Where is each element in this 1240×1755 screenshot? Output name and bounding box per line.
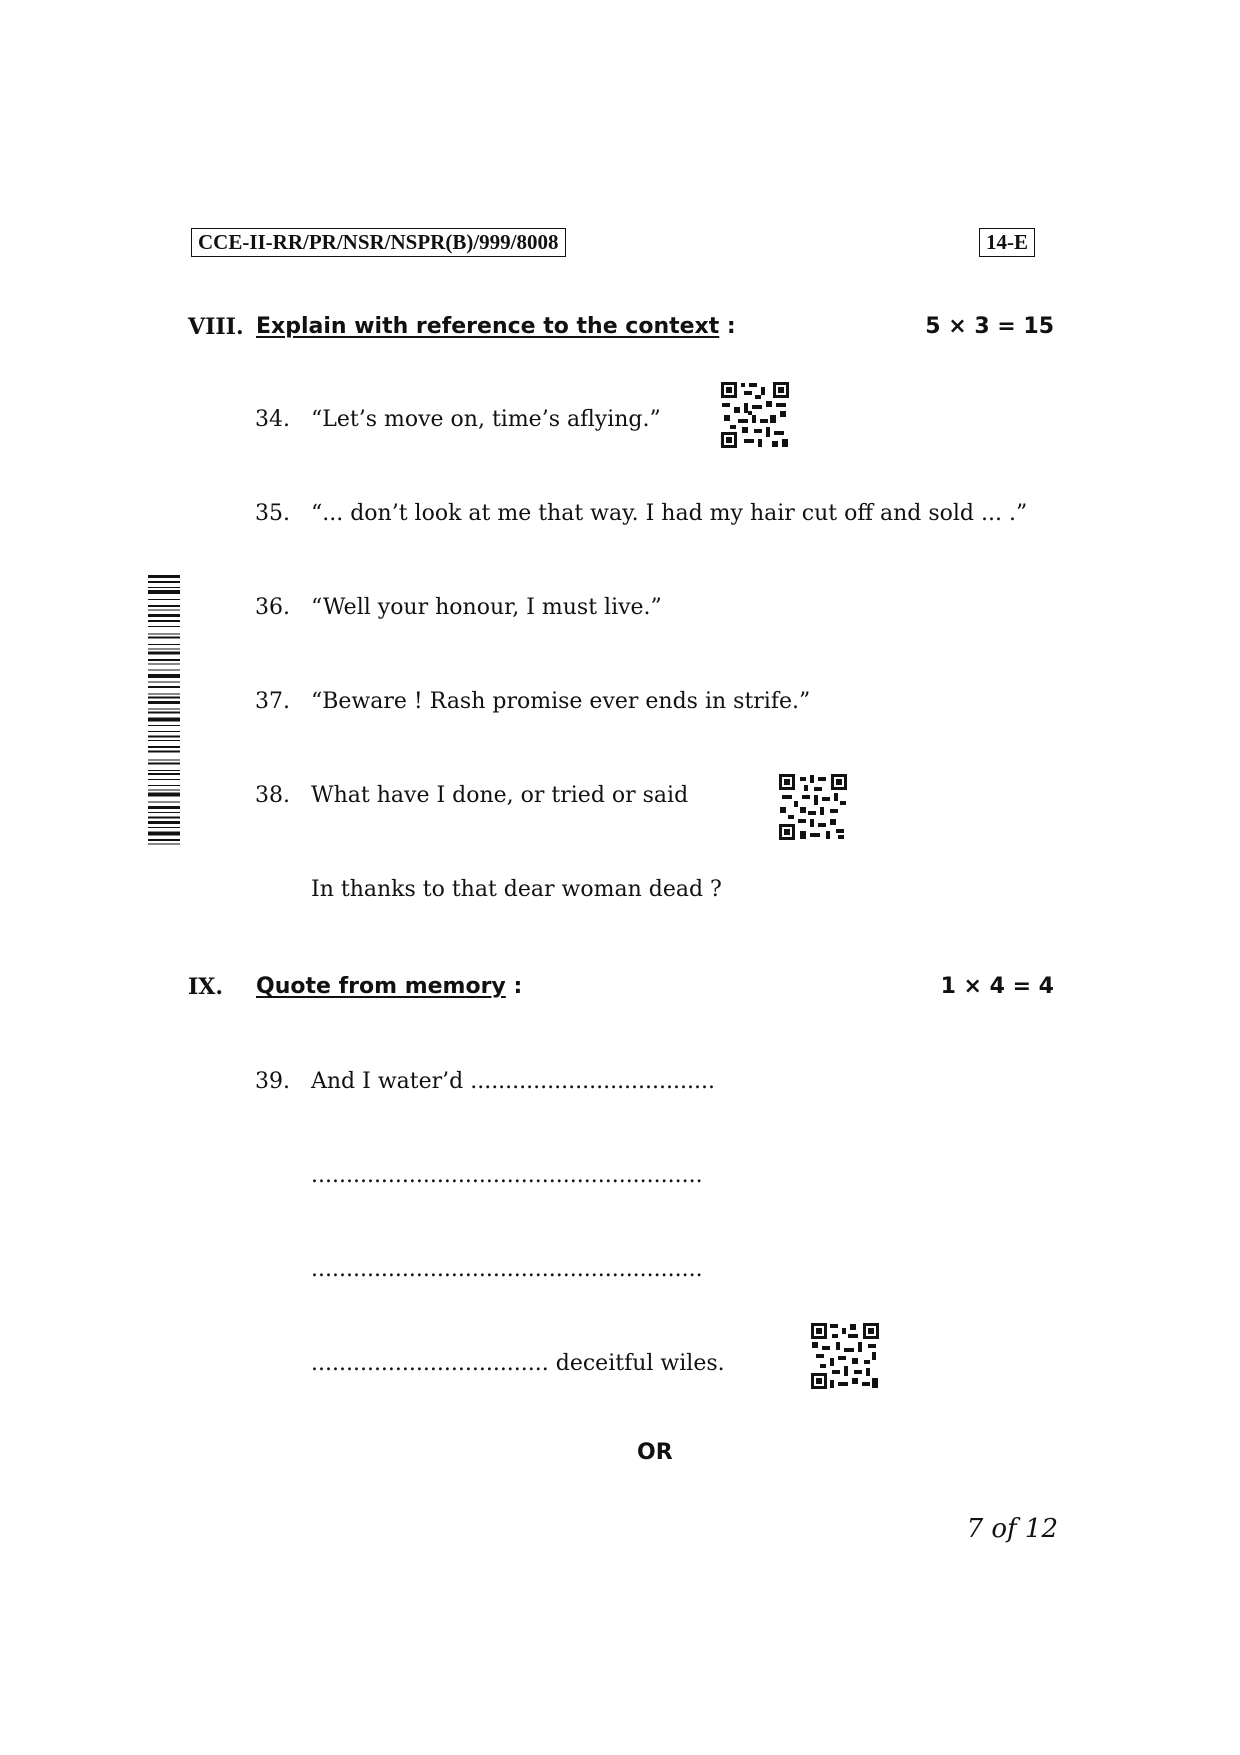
question-number: 38. xyxy=(255,783,290,808)
question-38-line-2: In thanks to that dear woman dead ? xyxy=(311,877,722,902)
question-39 xyxy=(255,1068,715,1096)
section-ix-marks: 1 × 4 = 4 xyxy=(940,974,1054,999)
version-code: 14-E xyxy=(986,230,1028,254)
question-number: 34. xyxy=(255,407,290,432)
paper-code: CCE-II-RR/PR/NSR/NSPR(B)/999/8008 xyxy=(198,230,559,254)
question-number: 35. xyxy=(255,501,290,526)
question-text: “Beware ! Rash promise ever ends in strife.” xyxy=(311,689,811,714)
qr-code-icon xyxy=(810,1322,880,1390)
question-text-line-1: And I water’d ................................... xyxy=(311,1069,715,1094)
paper-code-box xyxy=(191,228,566,257)
section-ix-title: Quote from memory xyxy=(256,974,506,999)
version-code-box xyxy=(979,228,1035,257)
question-38 xyxy=(255,782,688,810)
section-ix-heading xyxy=(256,974,522,1000)
question-number: 37. xyxy=(255,689,290,714)
section-viii-heading xyxy=(256,314,736,340)
question-39-line-2: ........................................................ xyxy=(311,1163,703,1188)
barcode-icon xyxy=(148,575,180,1001)
section-viii-colon: : xyxy=(726,314,736,339)
question-text: “Well your honour, I must live.” xyxy=(311,595,662,620)
question-34 xyxy=(255,406,661,434)
qr-code-icon xyxy=(720,381,790,449)
section-viii-title: Explain with reference to the context xyxy=(256,314,720,339)
question-text-line-1: What have I done, or tried or said xyxy=(311,783,689,808)
question-text: “Let’s move on, time’s aflying.” xyxy=(311,407,661,432)
question-39-line-3: ........................................................ xyxy=(311,1257,703,1282)
section-ix-colon: : xyxy=(513,974,523,999)
question-36 xyxy=(255,594,662,622)
question-number: 39. xyxy=(255,1069,290,1094)
question-39-line-4: .................................. deceitful wiles. xyxy=(311,1351,725,1376)
or-label: OR xyxy=(637,1440,673,1465)
question-text: “... don’t look at me that way. I had my hair cut off and sold ... .” xyxy=(311,501,1028,526)
section-ix-number: IX. xyxy=(188,974,224,1000)
page-number: 7 of 12 xyxy=(966,1514,1058,1544)
question-37 xyxy=(255,688,810,716)
section-viii-marks: 5 × 3 = 15 xyxy=(925,314,1054,339)
qr-code-icon xyxy=(778,773,848,841)
question-number: 36. xyxy=(255,595,290,620)
question-35 xyxy=(255,500,1027,528)
section-viii-number: VIII. xyxy=(188,314,244,340)
